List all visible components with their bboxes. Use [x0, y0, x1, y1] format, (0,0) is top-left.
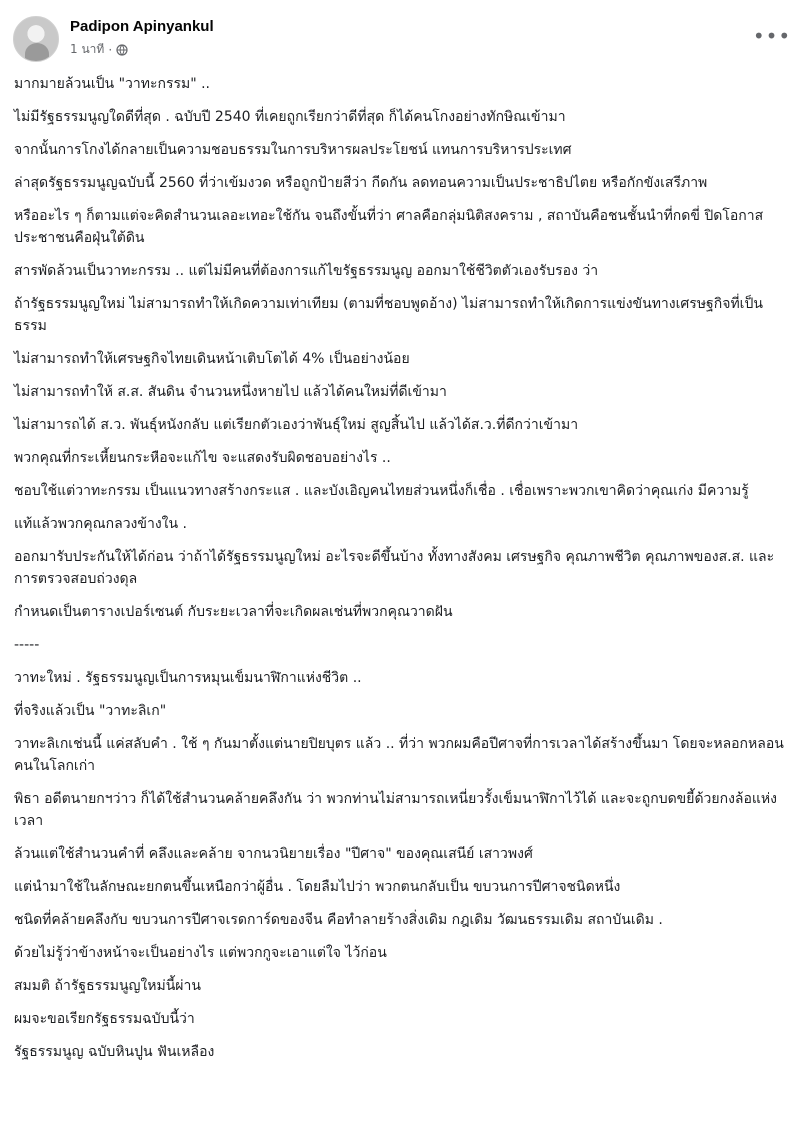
post-paragraph: กำหนดเป็นตารางเปอร์เซนต์ กับระยะเวลาที่จะเกิดผลเช่นที่พวกคุณวาดฝัน	[14, 604, 453, 620]
author-name[interactable]: Padipon Apinyankul	[70, 18, 214, 35]
post-paragraph: แท้แล้วพวกคุณกลวงข้างใน .	[14, 516, 187, 532]
post-paragraph: ล่าสุดรัฐธรรมนูญฉบับนี้ 2560 ที่ว่าเข้มงวด หรือถูกป้ายสีว่า กีดกัน ลดทอนความเป็นประชาธิปไตย หรือกักขังเสรีภาพ	[14, 175, 708, 191]
post-paragraph: วาทะลิเกเช่นนี้ แค่สลับคำ . ใช้ ๆ กันมาตั้งแต่นายปิยบุตร แล้ว .. ที่ว่า พวกผมคือปีศาจที่การเวลาได้สร้างขึ้นมา โดยจะหลอกหลอนคนในโลกเก่า	[14, 736, 784, 774]
post-paragraph: ไม่มีรัฐธรรมนูญใดดีที่สุด . ฉบับปี 2540 ที่เคยถูกเรียกว่าดีที่สุด ก็ได้คนโกงอย่างทักษิณเข้ามา	[14, 109, 566, 125]
post-paragraph: พิธา อดีตนายกฯว่าว ก็ได้ใช้สำนวนคล้ายคลึงกัน ว่า พวกท่านไม่สามารถเหนี่ยวรั้งเข็มนาฬิกาไว้ได้ และจะถูกบดขยี้ด้วยกงล้อแห่งเวลา	[14, 791, 777, 829]
author-avatar[interactable]	[13, 16, 59, 62]
post-paragraph: ที่จริงแล้วเป็น "วาทะลิเก"	[14, 703, 167, 719]
post-text	[14, 73, 790, 1074]
post-paragraph: ไม่สามารถได้ ส.ว. พันธุ์หนังกลับ แต่เรียกตัวเองว่าพันธุ์ใหม่ สูญสิ้นไป แล้วได้ส.ว.ที่ดีกว่าเข้ามา	[14, 417, 579, 433]
post-paragraph: ออกมารับประกันให้ได้ก่อน ว่าถ้าได้รัฐธรรมนูญใหม่ อะไรจะดีขึ้นบ้าง ทั้งทางสังคม เศรษฐกิจ คุณภาพชีวิต คุณภาพของส.ส. และการตรวจสอบถ่วงดุล	[14, 549, 775, 587]
globe-icon[interactable]	[116, 44, 128, 56]
post-paragraph: ถ้ารัฐธรรมนูญใหม่ ไม่สามารถทำให้เกิดความเท่าเทียม (ตามที่ชอบพูดอ้าง) ไม่สามารถทำให้เกิดการแข่งขันทางเศรษฐกิจที่เป็นธรรม	[14, 296, 763, 334]
post-paragraph: สมมติ ถ้ารัฐธรรมนูญใหม่นี้ผ่าน	[14, 978, 201, 994]
post-paragraph: ด้วยไม่รู้ว่าข้างหน้าจะเป็นอย่างไร แต่พวกกูจะเอาแต่ใจ ไว้ก่อน	[14, 945, 387, 961]
post-paragraph: มากมายล้วนเป็น "วาทะกรรม" ..	[14, 76, 211, 92]
post-paragraph: ชนิดที่คล้ายคลึงกับ ขบวนการปีศาจเรดการ์ดของจีน คือทำลายร้างสิ่งเดิม กฎเดิม วัฒนธรรมเดิม สถาบันเดิม .	[14, 912, 663, 928]
post-header	[0, 0, 800, 72]
post-paragraph: สารพัดล้วนเป็นวาทะกรรม .. แต่ไม่มีคนที่ต้องการแก้ไขรัฐธรรมนูญ ออกมาใช้ชีวิตตัวเองรับรอง ว่า	[14, 263, 599, 279]
post-paragraph: ผมจะขอเรียกรัฐธรรมฉบับนี้ว่า	[14, 1011, 195, 1027]
post-paragraph: จากนั้นการโกงได้กลายเป็นความชอบธรรมในการบริหารผลประโยชน์ แทนการบริหารประเทศ	[14, 142, 572, 158]
post-paragraph: พวกคุณที่กระเหี้ยนกระหือจะแก้ไข จะแสดงรับผิดชอบอย่างไร ..	[14, 450, 391, 466]
more-options-button[interactable]: •••	[752, 24, 792, 48]
meta-separator: ·	[108, 42, 113, 57]
post-paragraph: -----	[14, 637, 40, 653]
post-paragraph: ชอบใช้แต่วาทะกรรม เป็นแนวทางสร้างกระแส . และบังเอิญคนไทยส่วนหนึ่งก็เชื่อ . เชื่อเพราะพวกเขาคิดว่าคุณเก่ง มีความรู้	[14, 483, 749, 499]
post-paragraph: หรืออะไร ๆ ก็ตามแต่จะคิดสำนวนเลอะเทอะใช้กัน จนถึงขั้นที่ว่า ศาลคือกลุ่มนิติสงคราม , สถาบันคือชนชั้นนำที่กดขี่ ปิดโอกาส ประชาชนคือฝุ่นใต้ดิน	[14, 208, 764, 246]
post-paragraph: ไม่สามารถทำให้ ส.ส. สันดิน จำนวนหนึ่งหายไป แล้วได้คนใหม่ที่ดีเข้ามา	[14, 384, 447, 400]
post-paragraph: แต่นำมาใช้ในลักษณะยกตนขึ้นเหนือกว่าผู้อื่น . โดยลืมไปว่า พวกตนกลับเป็น ขบวนการปีศาจชนิดหนึ่ง	[14, 879, 621, 895]
post-timestamp[interactable]: 1 นาที	[70, 42, 105, 56]
post-paragraph: ล้วนแต่ใช้สำนวนคำที่ คลึงและคล้าย จากนวนิยายเรื่อง "ปีศาจ" ของคุณเสนีย์ เสาวพงศ์	[14, 846, 533, 862]
post-paragraph: ไม่สามารถทำให้เศรษฐกิจไทยเดินหน้าเติบโตได้ 4% เป็นอย่างน้อย	[14, 351, 410, 367]
post-paragraph: รัฐธรรมนูญ ฉบับหินปูน ฟันเหลือง	[14, 1044, 215, 1060]
post-meta	[70, 40, 128, 59]
post-paragraph: วาทะใหม่ . รัฐธรรมนูญเป็นการหมุนเข็มนาฬิกาแห่งชีวิต ..	[14, 670, 362, 686]
